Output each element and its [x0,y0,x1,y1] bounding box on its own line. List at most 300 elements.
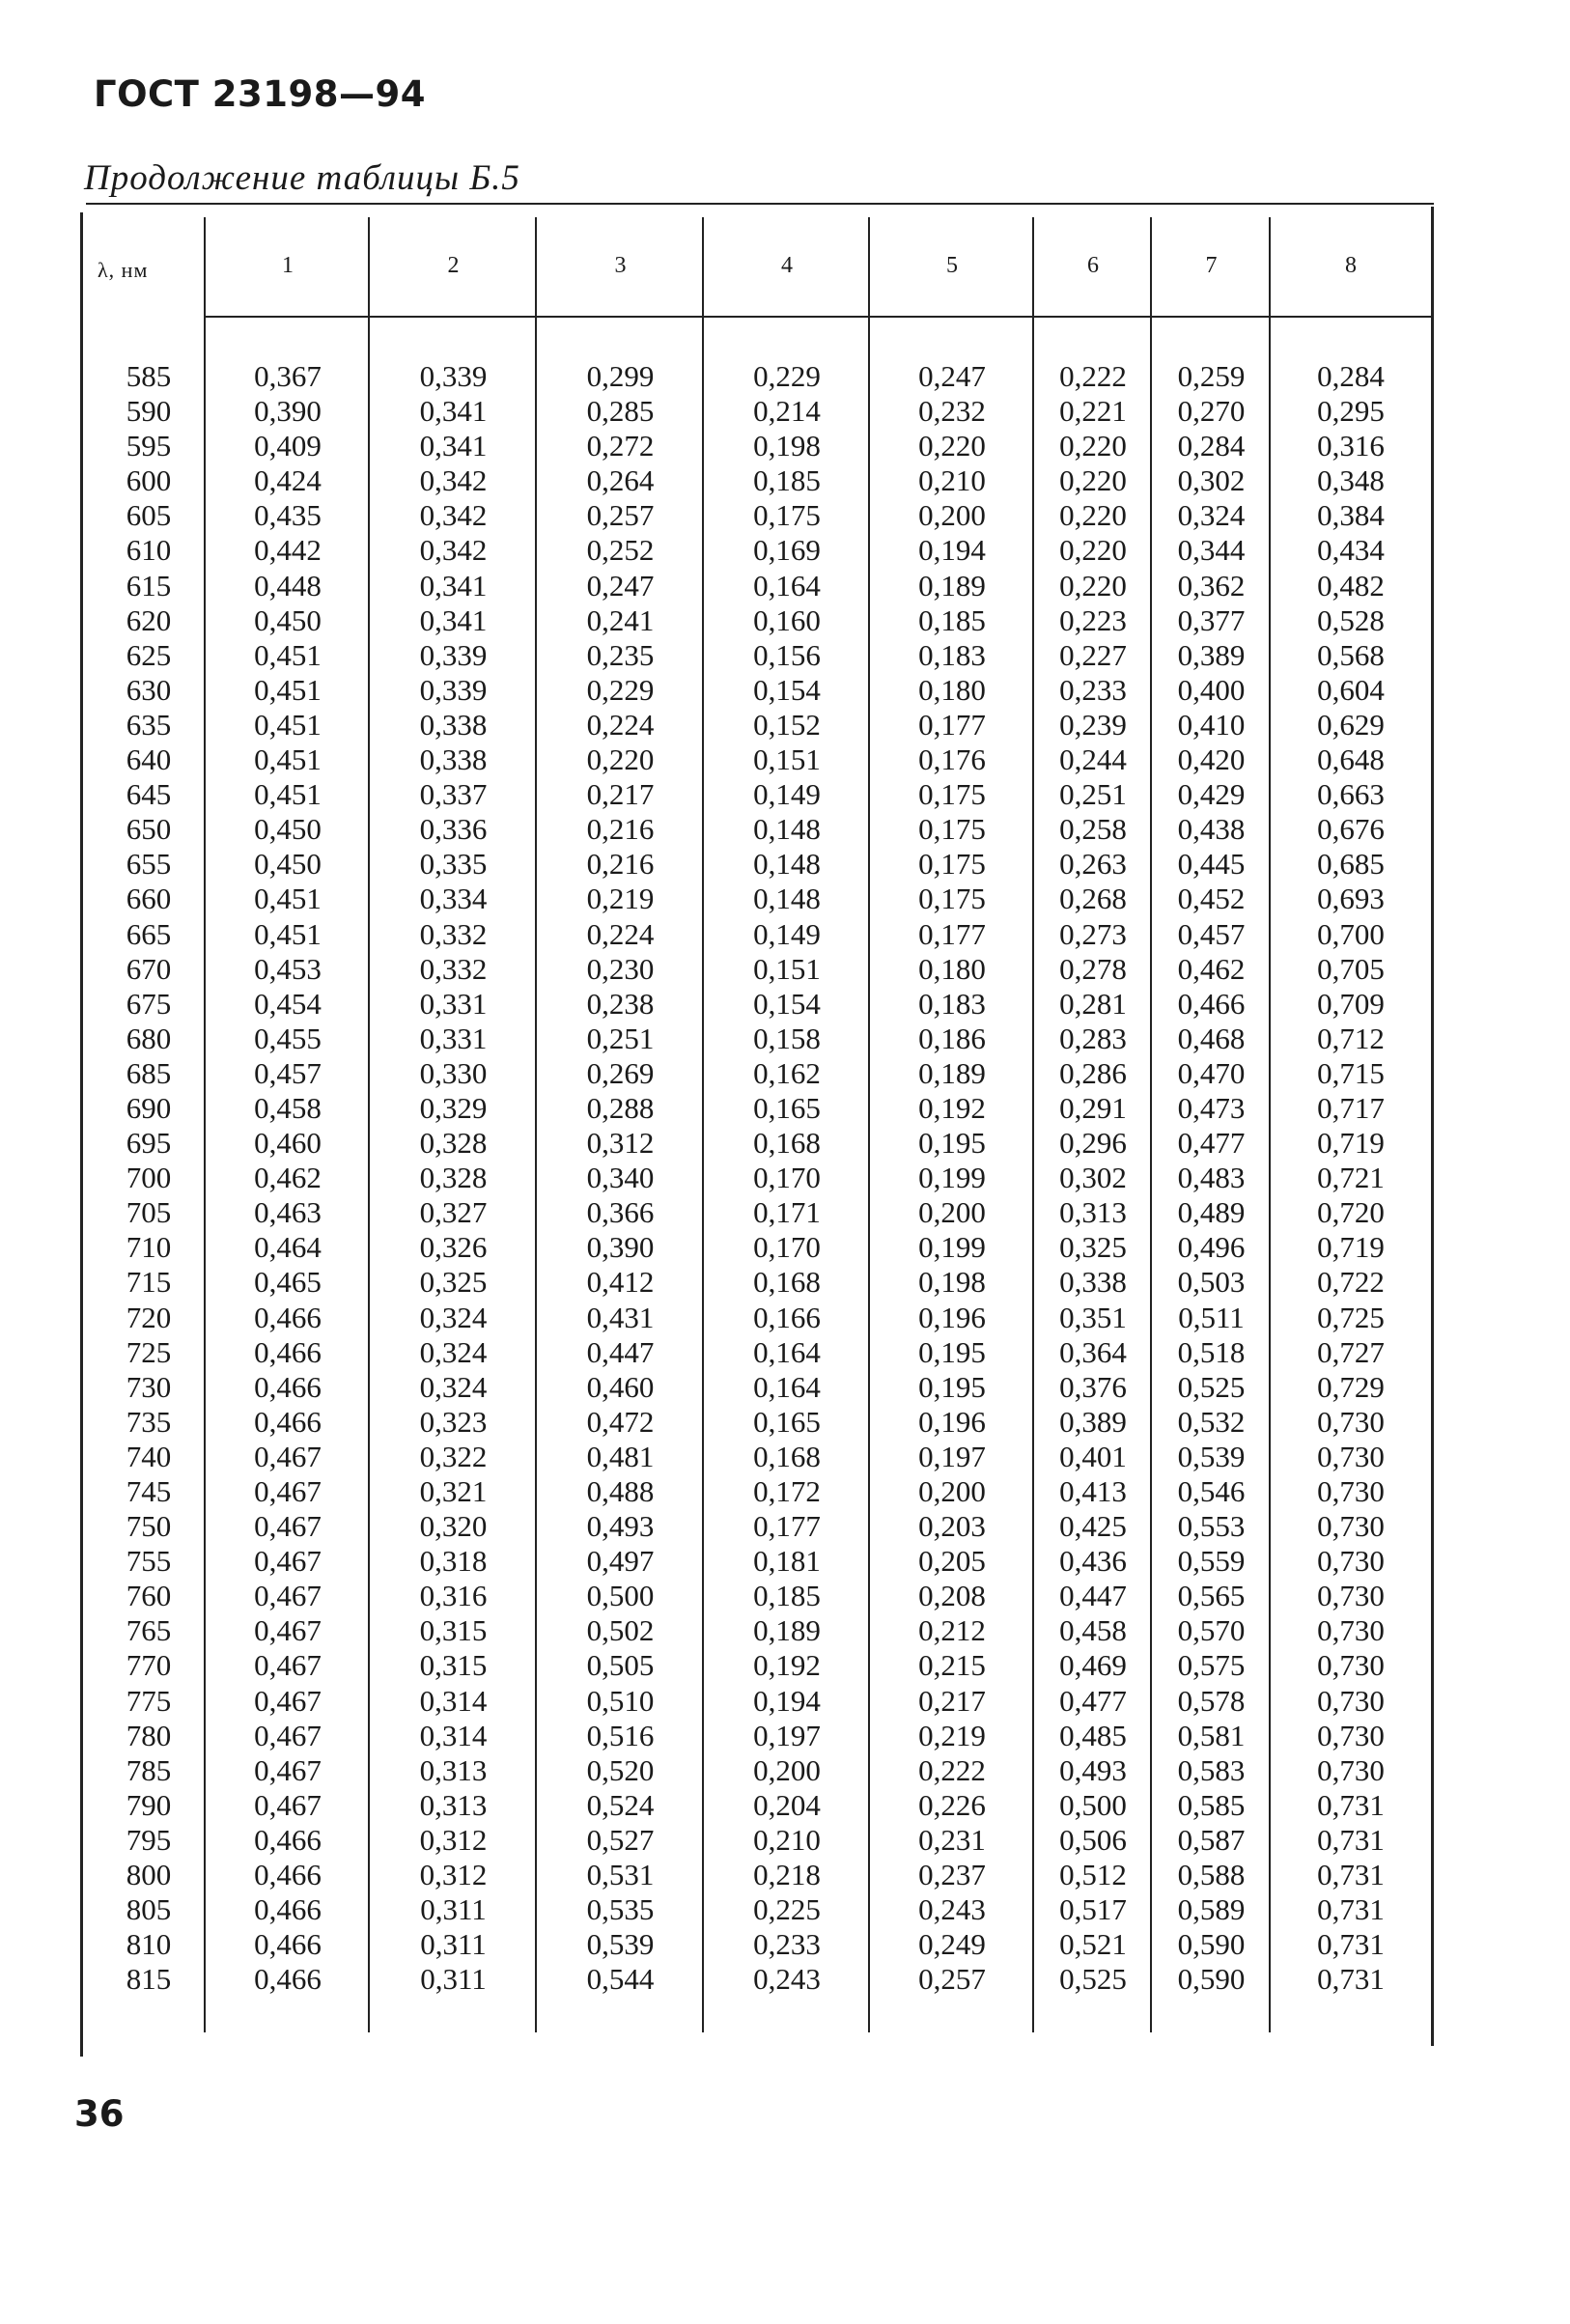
table-row [80,394,1434,429]
value-cell: 0,460 [254,1126,322,1161]
value-cell: 0,169 [753,533,821,568]
value-cell: 0,168 [753,1126,821,1161]
table-row [80,1509,1434,1544]
value-cell: 0,288 [586,1090,655,1125]
wavelength-cell: 715 [126,1265,172,1300]
wavelength-cell: 745 [126,1474,172,1508]
table-row [80,603,1434,638]
value-cell: 0,376 [1059,1369,1127,1404]
value-cell: 0,500 [586,1579,655,1613]
value-cell: 0,342 [419,533,488,568]
value-cell: 0,445 [1177,847,1246,882]
value-cell: 0,219 [586,882,655,916]
value-cell: 0,452 [1177,882,1246,916]
value-cell: 0,326 [419,1230,488,1265]
value-cell: 0,220 [1059,498,1127,533]
value-cell: 0,467 [254,1474,322,1508]
value-cell: 0,244 [1059,742,1127,777]
value-cell: 0,180 [918,951,986,986]
document-code: ГОСТ 23198—94 [94,73,427,115]
value-cell: 0,181 [753,1544,821,1579]
value-cell: 0,324 [1177,498,1246,533]
table-row [80,1370,1434,1405]
value-cell: 0,237 [918,1858,986,1892]
wavelength-cell: 740 [126,1439,172,1473]
value-cell: 0,590 [1177,1927,1246,1962]
value-cell: 0,323 [419,1404,488,1439]
wavelength-cell: 640 [126,742,172,777]
value-cell: 0,238 [586,986,655,1021]
table-row [80,1230,1434,1265]
value-cell: 0,338 [419,707,488,742]
value-cell: 0,377 [1177,602,1246,637]
table-row [80,673,1434,708]
value-cell: 0,462 [1177,951,1246,986]
value-cell: 0,367 [254,359,322,393]
wavelength-cell: 775 [126,1683,172,1718]
table-row [80,812,1434,847]
table-row [80,1613,1434,1648]
value-cell: 0,438 [1177,812,1246,847]
value-cell: 0,313 [419,1752,488,1787]
value-cell: 0,318 [419,1544,488,1579]
table-row [80,777,1434,812]
value-cell: 0,524 [586,1787,655,1822]
value-cell: 0,321 [419,1474,488,1508]
value-cell: 0,185 [918,602,986,637]
value-cell: 0,463 [254,1195,322,1230]
value-cell: 0,467 [254,1579,322,1613]
value-cell: 0,451 [254,672,322,707]
value-cell: 0,467 [254,1718,322,1752]
value-cell: 0,331 [419,1021,488,1055]
wavelength-cell: 595 [126,429,172,463]
wavelength-cell: 815 [126,1962,172,1997]
table-row [80,952,1434,987]
value-cell: 0,493 [586,1509,655,1544]
column-header-5: 5 [946,253,958,278]
value-cell: 0,458 [254,1090,322,1125]
value-cell: 0,189 [753,1613,821,1648]
column-header-2: 2 [447,253,460,278]
value-cell: 0,339 [419,359,488,393]
value-cell: 0,488 [586,1474,655,1508]
value-cell: 0,583 [1177,1752,1246,1787]
table-row [80,463,1434,498]
value-cell: 0,334 [419,882,488,916]
table-row [80,1823,1434,1858]
value-cell: 0,314 [419,1718,488,1752]
value-cell: 0,302 [1059,1161,1127,1195]
value-cell: 0,189 [918,1055,986,1090]
value-cell: 0,730 [1317,1404,1385,1439]
table-row [80,1927,1434,1962]
table-row [80,1892,1434,1927]
value-cell: 0,468 [1177,1021,1246,1055]
value-cell: 0,730 [1317,1648,1385,1683]
value-cell: 0,503 [1177,1265,1246,1300]
value-cell: 0,315 [419,1648,488,1683]
value-cell: 0,546 [1177,1474,1246,1508]
value-cell: 0,453 [254,951,322,986]
value-cell: 0,335 [419,847,488,882]
table-row [80,1265,1434,1300]
value-cell: 0,483 [1177,1161,1246,1195]
value-cell: 0,366 [586,1195,655,1230]
value-cell: 0,312 [586,1126,655,1161]
value-cell: 0,731 [1317,1962,1385,1997]
value-cell: 0,442 [254,533,322,568]
page-number: 36 [74,2093,125,2135]
value-cell: 0,435 [254,498,322,533]
value-cell: 0,152 [753,707,821,742]
value-cell: 0,339 [419,637,488,672]
value-cell: 0,243 [753,1962,821,1997]
value-cell: 0,587 [1177,1822,1246,1857]
value-cell: 0,496 [1177,1230,1246,1265]
value-cell: 0,311 [420,1962,487,1997]
value-cell: 0,466 [254,1927,322,1962]
value-cell: 0,316 [1317,429,1385,463]
value-cell: 0,590 [1177,1962,1246,1997]
value-cell: 0,585 [1177,1787,1246,1822]
value-cell: 0,457 [254,1055,322,1090]
wavelength-cell: 650 [126,812,172,847]
value-cell: 0,170 [753,1230,821,1265]
value-cell: 0,451 [254,637,322,672]
table-row [80,1405,1434,1440]
value-cell: 0,177 [753,1509,821,1544]
table-row [80,1474,1434,1509]
value-cell: 0,362 [1177,568,1246,602]
value-cell: 0,521 [1059,1927,1127,1962]
value-cell: 0,730 [1317,1544,1385,1579]
value-cell: 0,451 [254,742,322,777]
value-cell: 0,225 [753,1892,821,1927]
value-cell: 0,329 [419,1090,488,1125]
value-cell: 0,185 [753,463,821,498]
value-cell: 0,210 [918,463,986,498]
value-cell: 0,570 [1177,1613,1246,1648]
value-cell: 0,194 [753,1683,821,1718]
value-cell: 0,466 [254,1404,322,1439]
value-cell: 0,205 [918,1544,986,1579]
table-row [80,1962,1434,1997]
value-cell: 0,581 [1177,1718,1246,1752]
value-cell: 0,263 [1059,847,1127,882]
value-cell: 0,212 [918,1613,986,1648]
value-cell: 0,429 [1177,777,1246,812]
table-row [80,498,1434,533]
value-cell: 0,457 [1177,916,1246,951]
value-cell: 0,400 [1177,672,1246,707]
value-cell: 0,539 [586,1927,655,1962]
value-cell: 0,341 [419,602,488,637]
value-cell: 0,451 [254,707,322,742]
wavelength-cell: 600 [126,463,172,498]
value-cell: 0,730 [1317,1439,1385,1473]
value-cell: 0,527 [586,1822,655,1857]
table-row [80,1544,1434,1579]
value-cell: 0,165 [753,1404,821,1439]
value-cell: 0,168 [753,1439,821,1473]
value-cell: 0,520 [586,1752,655,1787]
data-table [80,203,1434,2057]
value-cell: 0,477 [1177,1126,1246,1161]
wavelength-cell: 645 [126,777,172,812]
table-row [80,1335,1434,1370]
wavelength-cell: 780 [126,1718,172,1752]
value-cell: 0,198 [753,429,821,463]
wavelength-cell: 690 [126,1090,172,1125]
value-cell: 0,194 [918,533,986,568]
value-cell: 0,175 [918,777,986,812]
wavelength-cell: 605 [126,498,172,533]
value-cell: 0,164 [753,1334,821,1369]
value-cell: 0,451 [254,882,322,916]
value-cell: 0,344 [1177,533,1246,568]
value-cell: 0,270 [1177,394,1246,429]
value-cell: 0,185 [753,1579,821,1613]
value-cell: 0,215 [918,1648,986,1683]
value-cell: 0,183 [918,986,986,1021]
value-cell: 0,312 [419,1858,488,1892]
wavelength-cell: 755 [126,1544,172,1579]
wavelength-cell: 750 [126,1509,172,1544]
value-cell: 0,450 [254,602,322,637]
value-cell: 0,401 [1059,1439,1127,1473]
table-header [80,203,1434,317]
value-cell: 0,719 [1317,1230,1385,1265]
column-header-3: 3 [614,253,627,278]
value-cell: 0,198 [918,1265,986,1300]
value-cell: 0,328 [419,1161,488,1195]
value-cell: 0,454 [254,986,322,1021]
value-cell: 0,176 [918,742,986,777]
wavelength-cell: 685 [126,1055,172,1090]
value-cell: 0,257 [586,498,655,533]
value-cell: 0,249 [918,1927,986,1962]
value-cell: 0,341 [419,568,488,602]
value-cell: 0,589 [1177,1892,1246,1927]
value-cell: 0,278 [1059,951,1127,986]
value-cell: 0,218 [753,1858,821,1892]
table-row [80,1788,1434,1823]
wavelength-cell: 680 [126,1021,172,1055]
value-cell: 0,348 [1317,463,1385,498]
value-cell: 0,175 [918,882,986,916]
value-cell: 0,528 [1317,602,1385,637]
value-cell: 0,224 [586,916,655,951]
value-cell: 0,220 [1059,429,1127,463]
value-cell: 0,425 [1059,1509,1127,1544]
value-cell: 0,410 [1177,707,1246,742]
value-cell: 0,295 [1317,394,1385,429]
value-cell: 0,164 [753,568,821,602]
value-cell: 0,720 [1317,1195,1385,1230]
value-cell: 0,164 [753,1369,821,1404]
value-cell: 0,340 [586,1161,655,1195]
value-cell: 0,148 [753,812,821,847]
value-cell: 0,239 [1059,707,1127,742]
value-cell: 0,311 [420,1892,487,1927]
value-cell: 0,200 [918,1195,986,1230]
value-cell: 0,629 [1317,707,1385,742]
value-cell: 0,390 [586,1230,655,1265]
table-row [80,1301,1434,1335]
value-cell: 0,588 [1177,1858,1246,1892]
value-cell: 0,455 [254,1021,322,1055]
value-cell: 0,413 [1059,1474,1127,1508]
wavelength-cell: 625 [126,637,172,672]
wavelength-cell: 770 [126,1648,172,1683]
value-cell: 0,281 [1059,986,1127,1021]
value-cell: 0,525 [1177,1369,1246,1404]
value-cell: 0,676 [1317,812,1385,847]
value-cell: 0,224 [586,707,655,742]
wavelength-cell: 615 [126,568,172,602]
value-cell: 0,195 [918,1334,986,1369]
value-cell: 0,568 [1317,637,1385,672]
value-cell: 0,390 [254,394,322,429]
value-cell: 0,725 [1317,1300,1385,1334]
value-cell: 0,233 [753,1927,821,1962]
value-cell: 0,544 [586,1962,655,1997]
wavelength-cell: 660 [126,882,172,916]
value-cell: 0,506 [1059,1822,1127,1857]
value-cell: 0,462 [254,1161,322,1195]
value-cell: 0,466 [254,1962,322,1997]
value-cell: 0,497 [586,1544,655,1579]
value-cell: 0,203 [918,1509,986,1544]
value-cell: 0,510 [586,1683,655,1718]
table-row [80,1579,1434,1613]
value-cell: 0,220 [1059,463,1127,498]
value-cell: 0,324 [419,1369,488,1404]
value-cell: 0,189 [918,568,986,602]
value-cell: 0,197 [918,1439,986,1473]
value-cell: 0,272 [586,429,655,463]
value-cell: 0,230 [586,951,655,986]
value-cell: 0,312 [419,1822,488,1857]
value-cell: 0,269 [586,1055,655,1090]
value-cell: 0,315 [419,1613,488,1648]
value-cell: 0,412 [586,1265,655,1300]
value-cell: 0,208 [918,1579,986,1613]
value-cell: 0,148 [753,847,821,882]
value-cell: 0,327 [419,1195,488,1230]
value-cell: 0,226 [918,1787,986,1822]
value-cell: 0,252 [586,533,655,568]
value-cell: 0,730 [1317,1683,1385,1718]
table-row [80,882,1434,916]
value-cell: 0,351 [1059,1300,1127,1334]
table-row [80,429,1434,463]
value-cell: 0,502 [586,1613,655,1648]
value-cell: 0,186 [918,1021,986,1055]
value-cell: 0,151 [753,951,821,986]
value-cell: 0,247 [918,359,986,393]
value-cell: 0,331 [419,986,488,1021]
value-cell: 0,705 [1317,951,1385,986]
value-cell: 0,467 [254,1509,322,1544]
value-cell: 0,258 [1059,812,1127,847]
value-cell: 0,424 [254,463,322,498]
column-header-8: 8 [1345,253,1357,278]
wavelength-cell: 800 [126,1858,172,1892]
wavelength-cell: 705 [126,1195,172,1230]
table-row [80,708,1434,742]
table-row [80,1440,1434,1474]
value-cell: 0,154 [753,986,821,1021]
value-cell: 0,731 [1317,1858,1385,1892]
value-cell: 0,216 [586,812,655,847]
table-row [80,1126,1434,1161]
table-row [80,1022,1434,1056]
value-cell: 0,220 [586,742,655,777]
wavelength-cell: 675 [126,986,172,1021]
value-cell: 0,464 [254,1230,322,1265]
value-cell: 0,229 [586,672,655,707]
value-cell: 0,477 [1059,1683,1127,1718]
value-cell: 0,466 [254,1822,322,1857]
value-cell: 0,336 [419,812,488,847]
value-cell: 0,469 [1059,1648,1127,1683]
value-cell: 0,730 [1317,1579,1385,1613]
value-cell: 0,199 [918,1161,986,1195]
table-row [80,917,1434,952]
value-cell: 0,448 [254,568,322,602]
column-header-7: 7 [1205,253,1218,278]
value-cell: 0,709 [1317,986,1385,1021]
value-cell: 0,466 [254,1334,322,1369]
value-cell: 0,229 [753,359,821,393]
value-cell: 0,196 [918,1404,986,1439]
value-cell: 0,162 [753,1055,821,1090]
value-cell: 0,341 [419,429,488,463]
value-cell: 0,447 [586,1334,655,1369]
value-cell: 0,559 [1177,1544,1246,1579]
value-cell: 0,247 [586,568,655,602]
value-cell: 0,482 [1317,568,1385,602]
value-cell: 0,431 [586,1300,655,1334]
value-cell: 0,324 [419,1334,488,1369]
column-header-6: 6 [1087,253,1099,278]
value-cell: 0,436 [1059,1544,1127,1579]
table-row [80,359,1434,394]
value-cell: 0,192 [918,1090,986,1125]
wavelength-cell: 810 [126,1927,172,1962]
value-cell: 0,175 [918,847,986,882]
value-cell: 0,171 [753,1195,821,1230]
wavelength-cell: 670 [126,951,172,986]
table-row [80,638,1434,673]
value-cell: 0,731 [1317,1787,1385,1822]
value-cell: 0,719 [1317,1126,1385,1161]
value-cell: 0,259 [1177,359,1246,393]
value-cell: 0,467 [254,1683,322,1718]
value-cell: 0,466 [1177,986,1246,1021]
value-cell: 0,730 [1317,1474,1385,1508]
value-cell: 0,565 [1177,1579,1246,1613]
value-cell: 0,285 [586,394,655,429]
column-header-wavelength: λ, нм [98,258,149,282]
value-cell: 0,219 [918,1718,986,1752]
value-cell: 0,158 [753,1021,821,1055]
wavelength-cell: 725 [126,1334,172,1369]
table-row [80,1858,1434,1892]
value-cell: 0,313 [419,1787,488,1822]
